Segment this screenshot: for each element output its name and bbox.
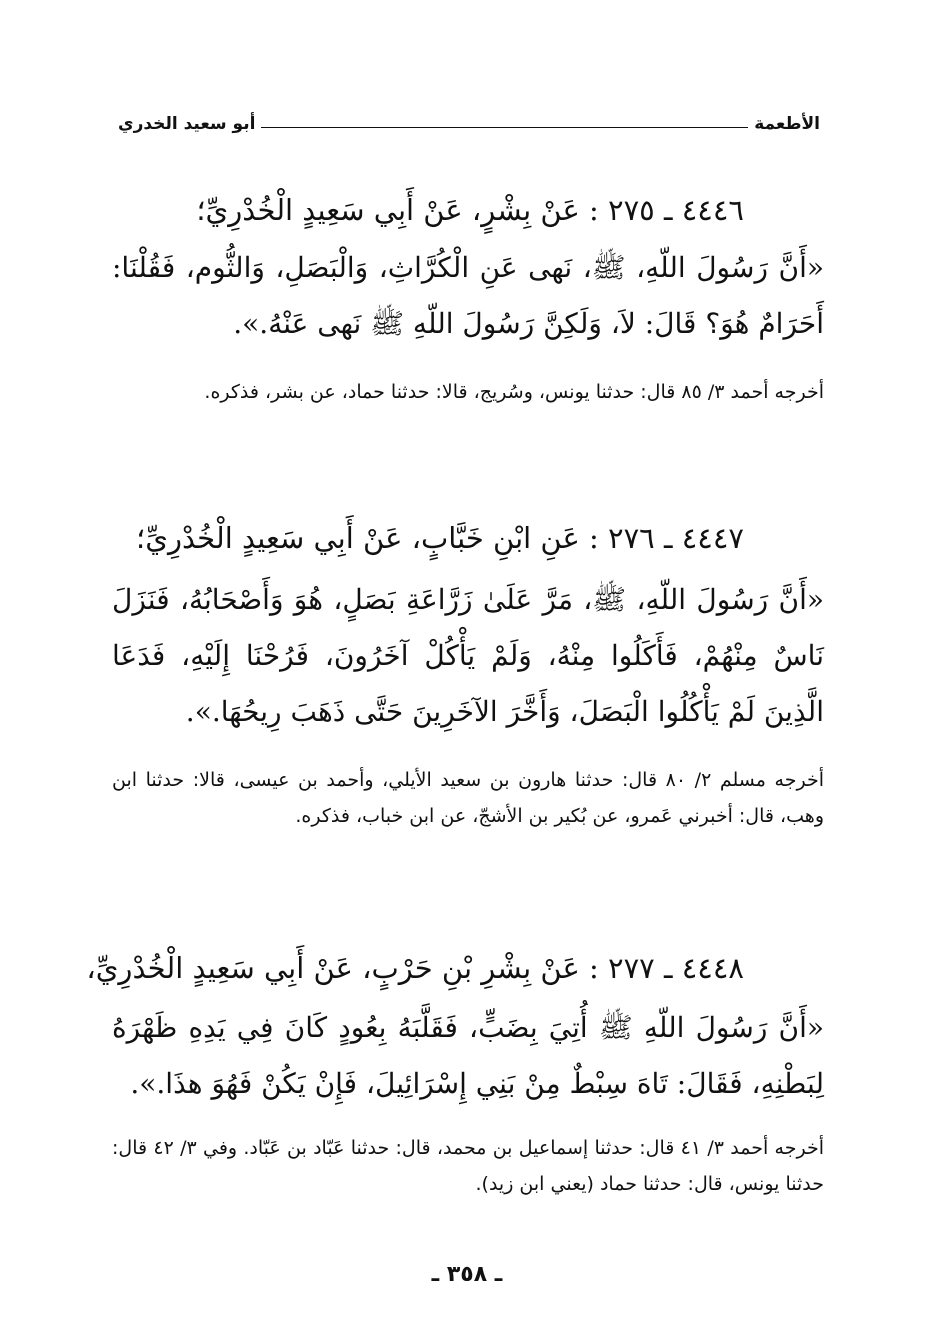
hadith-source-note: أخرجه أحمد ٣/ ٨٥ قال: حدثنا يونس، وسُريج، قالا: حدثنا حماد، عن بشر، فذكره. (204, 381, 824, 403)
hadith-heading: ٤٤٤٨ ـ ٢٧٧ : عَنْ بِشْرِ بْنِ حَرْبٍ، عَنْ أَبِي سَعِيدٍ الْخُدْرِيِّ، (86, 951, 744, 985)
header-chapter-title: الأطعمة (754, 114, 820, 134)
page-number: ـ ٣٥٨ ـ (431, 1262, 503, 1287)
hadith-source-note: أخرجه مسلم ٢/ ٨٠ قال: حدثنا هارون بن سعيد الأيلي، وأحمد بن عيسى، قالا: حدثنا ابن وهب، قال: أخبرني عَمرو، عن بُكير بن الأشجّ، عن ابن خباب، فذكره. (112, 769, 824, 827)
running-header (118, 112, 820, 136)
header-rule (261, 127, 748, 128)
hadith-entry (112, 516, 824, 834)
hadith-heading: ٤٤٤٧ ـ ٢٧٦ : عَنِ ابْنِ خَبَّابٍ، عَنْ أَبِي سَعِيدٍ الْخُدْرِيِّ؛ (136, 521, 744, 555)
hadith-text: «أَنَّ رَسُولَ اللّهِ، ﷺ، نَهى عَنِ الْكُرَّاثِ، وَالْبَصَلِ، وَالثُّوم، فَقُلْنَا: أَحَرَامٌ هُوَ؟ قَالَ: لاَ، وَلَكِنَّ رَسُولَ اللّهِ ﷺ نَهى عَنْهُ.». (112, 251, 824, 340)
hadith-heading: ٤٤٤٦ ـ ٢٧٥ : عَنْ بِشْرٍ، عَنْ أَبِي سَعِيدٍ الْخُدْرِيِّ؛ (196, 193, 744, 227)
hadith-entry (112, 188, 824, 410)
hadith-entry (86, 946, 824, 1202)
hadith-source-note: أخرجه أحمد ٣/ ٤١ قال: حدثنا إسماعيل بن محمد، قال: حدثنا عَبّاد بن عَبّاد. وفي ٣/ ٤٢ قال: حدثنا يونس، قال: حدثنا حماد (يعني ابن زيد). (112, 1137, 824, 1195)
hadith-text: «أَنَّ رَسُولَ اللّهِ، ﷺ، مَرَّ عَلَىٰ زَرَّاعَةِ بَصَلٍ، هُوَ وَأَصْحَابُهُ، فَنَزَلَ نَاسٌ مِنْهُمْ، فَأَكَلُوا مِنْهُ، وَلَمْ يَأْكُلْ آخَرُونَ، فَرُحْنَا إِلَيْهِ، فَدَعَا الَّذِينَ لَمْ يَأْكُلُوا الْبَصَلَ، وَأَخَّرَ الآخَرِينَ حَتَّى ذَهَبَ رِيحُهَا.». (112, 583, 824, 728)
hadith-text: «أَنَّ رَسُولَ اللّهِ ﷺ أُتِيَ بِضَبٍّ، فَقَلَّبَهُ بِعُودٍ كَانَ فِي يَدِهِ ظَهْرَهُ لِبَطْنِهِ، فَقَالَ: تَاهَ سِبْطٌ مِنْ بَنِي إِسْرَائِيلَ، فَإِنْ يَكُنْ فَهُوَ هذَا.». (112, 1011, 824, 1100)
header-narrator-title: أبو سعيد الخدري (118, 114, 256, 134)
